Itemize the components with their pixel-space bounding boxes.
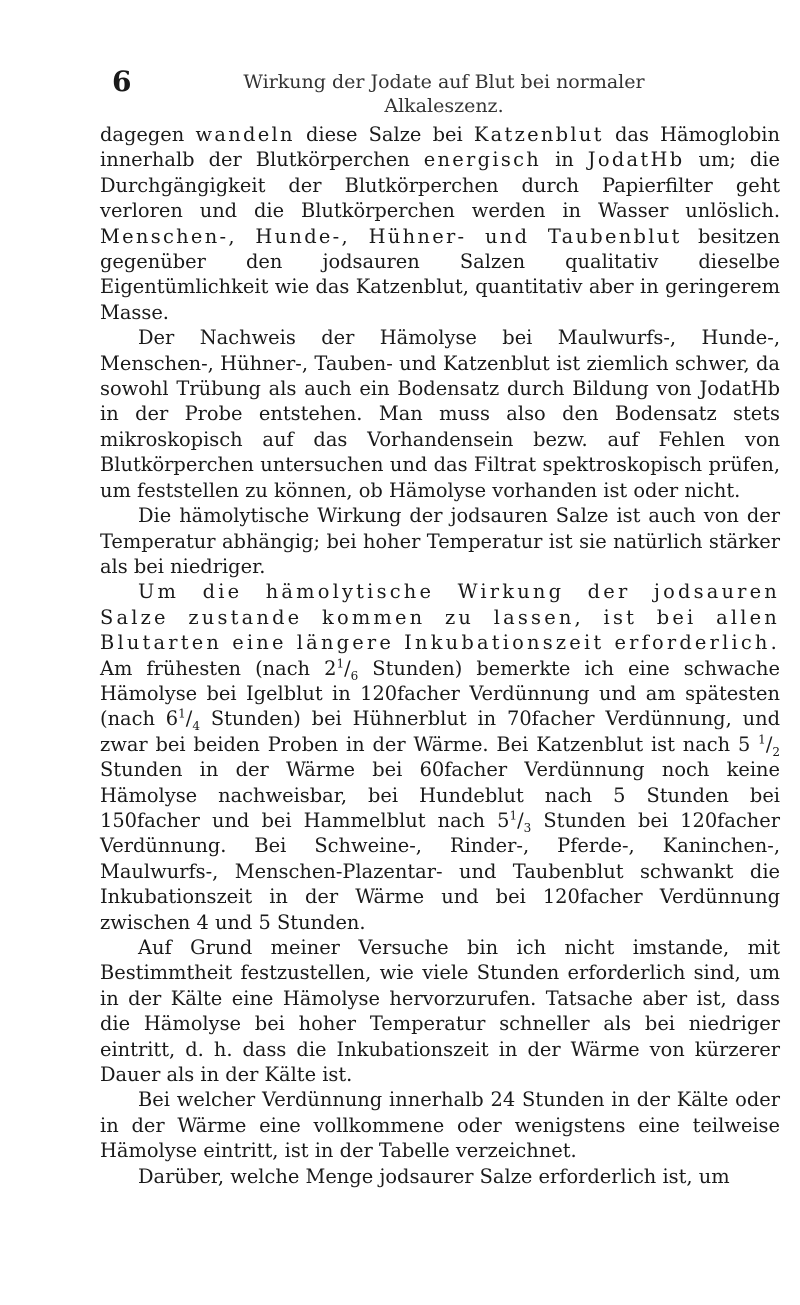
text-run: Bei welcher Verdünnung innerhalb 24 Stunden in der Kälte oder in der Wärme eine vollkommene oder wenigstens eine teilweise Hämolyse eintritt, ist in der Tabelle verzeichnet. (100, 1088, 780, 1163)
text-run: Am frühesten (nach 2 (100, 656, 337, 680)
text-run: Katzenblut (473, 123, 604, 146)
text-run: Menschen-, Hunde-, Hühner- und Taubenblut (100, 224, 682, 248)
body-text (100, 122, 780, 1189)
text-run: in (541, 148, 588, 172)
paragraph (100, 579, 780, 935)
text-run: Auf Grund meiner Versuche bin ich nicht imstande, mit Bestimmtheit festzustellen, wie viele Stunden erforderlich sind, um in der Kälte eine Hämolyse hervorzurufen. Tatsache aber ist, dass die Hämolyse bei hoher Temperatur schneller als bei niedriger eintritt, d. h. dass die Inkubationszeit in der Wärme von kürzerer Dauer als in der Kälte ist. (100, 936, 780, 1087)
text-run: Stunden) bei Hühnerblut in 70facher Verdünnung, und zwar bei beiden Proben in der Wärme. Bei Katzenblut ist nach 5 (100, 707, 780, 756)
text-run: 6 (350, 668, 359, 683)
text-run: JodatHb (587, 148, 685, 172)
text-run: 1 (336, 656, 345, 671)
page-number: 6 (112, 65, 132, 98)
text-run: besitzen gegenüber den jodsauren Salzen qualitativ dieselbe Eigentümlichkeit wie das Katzenblut, quantitativ aber in geringerem Masse. (100, 224, 780, 324)
paragraph (100, 325, 780, 503)
text-run: Stunden) bemerkte ich eine schwache Hämolyse bei Igelblut in 120facher Verdünnung und am spätesten (nach 6 (100, 656, 780, 731)
text-run: 1 (178, 706, 186, 721)
page-header (0, 62, 800, 117)
text-run: 3 (523, 820, 532, 835)
paragraph (100, 935, 780, 1087)
text-run: das Hämoglobin innerhalb der Blutkörperchen (100, 123, 781, 172)
text-run: diese Salze bei (294, 123, 474, 146)
paragraph (100, 1087, 780, 1163)
text-run: dagegen (100, 123, 196, 146)
text-run: / (344, 656, 351, 680)
text-run: 2 (772, 744, 780, 759)
text-run: 1 (509, 808, 518, 823)
text-run: energisch (423, 148, 542, 172)
text-run: Stunden in der Wärme bei 60facher Verdünnung noch keine Hämolyse nachweisbar, bei Hundeblut nach 5 Stunden bei 150facher und bei Hammelblut nach 5 (100, 758, 780, 832)
paragraph (100, 503, 780, 579)
running-title: Wirkung der Jodate auf Blut bei normaler Alkaleszenz. (243, 71, 645, 117)
text-run: 4 (192, 719, 200, 734)
text-run: 1 (758, 732, 766, 747)
text-run: / (765, 732, 773, 756)
paragraph (100, 122, 780, 325)
text-run: Darüber, welche Menge jodsaurer Salze erforderlich ist, um (138, 1164, 730, 1188)
text-run: / (517, 808, 524, 832)
text-run: Um die hämolytische Wirkung der jodsauren Salze zustande kommen zu lassen, ist bei allen Blutarten eine längere Inkubationszeit erforderlich. (100, 580, 780, 655)
text-run: / (185, 707, 193, 731)
text-run: um; die Durchgängigkeit der Blutkörperchen durch Papierfilter geht verloren und die Blutkörperchen werden in Wasser unlöslich. (100, 148, 780, 223)
text-run: Stunden bei 120facher Verdünnung. Bei Schweine-, Rinder-, Pferde-, Kaninchen-, Maulwurfs-, Menschen-Plazentar- und Taubenblut schwankt die Inkubationszeit in der Wärme und bei 120facher Verdünnung zwischen 4 und 5 Stunden. (100, 808, 780, 934)
text-run: Der Nachweis der Hämolyse bei Maulwurfs-, Hunde-, Menschen-, Hühner-, Tauben- und Katzenblut ist ziemlich schwer, da sowohl Trübung als auch ein Bodensatz durch Bildung von JodatHb in der Probe entstehen. Man muss also den Bodensatz stets mikroskopisch auf das Vorhandensein bezw. auf Fehlen von Blutkörperchen untersuchen und das Filtrat spektroskopisch prüfen, um feststellen zu können, ob Hämolyse vorhanden ist oder nicht. (100, 326, 780, 502)
text-run: wandeln (195, 123, 295, 146)
text-run: Die hämolytische Wirkung der jodsauren Salze ist auch von der Temperatur abhängig; bei hoher Temperatur ist sie natürlich stärker als bei niedriger. (100, 504, 780, 578)
paragraph (100, 1164, 780, 1189)
